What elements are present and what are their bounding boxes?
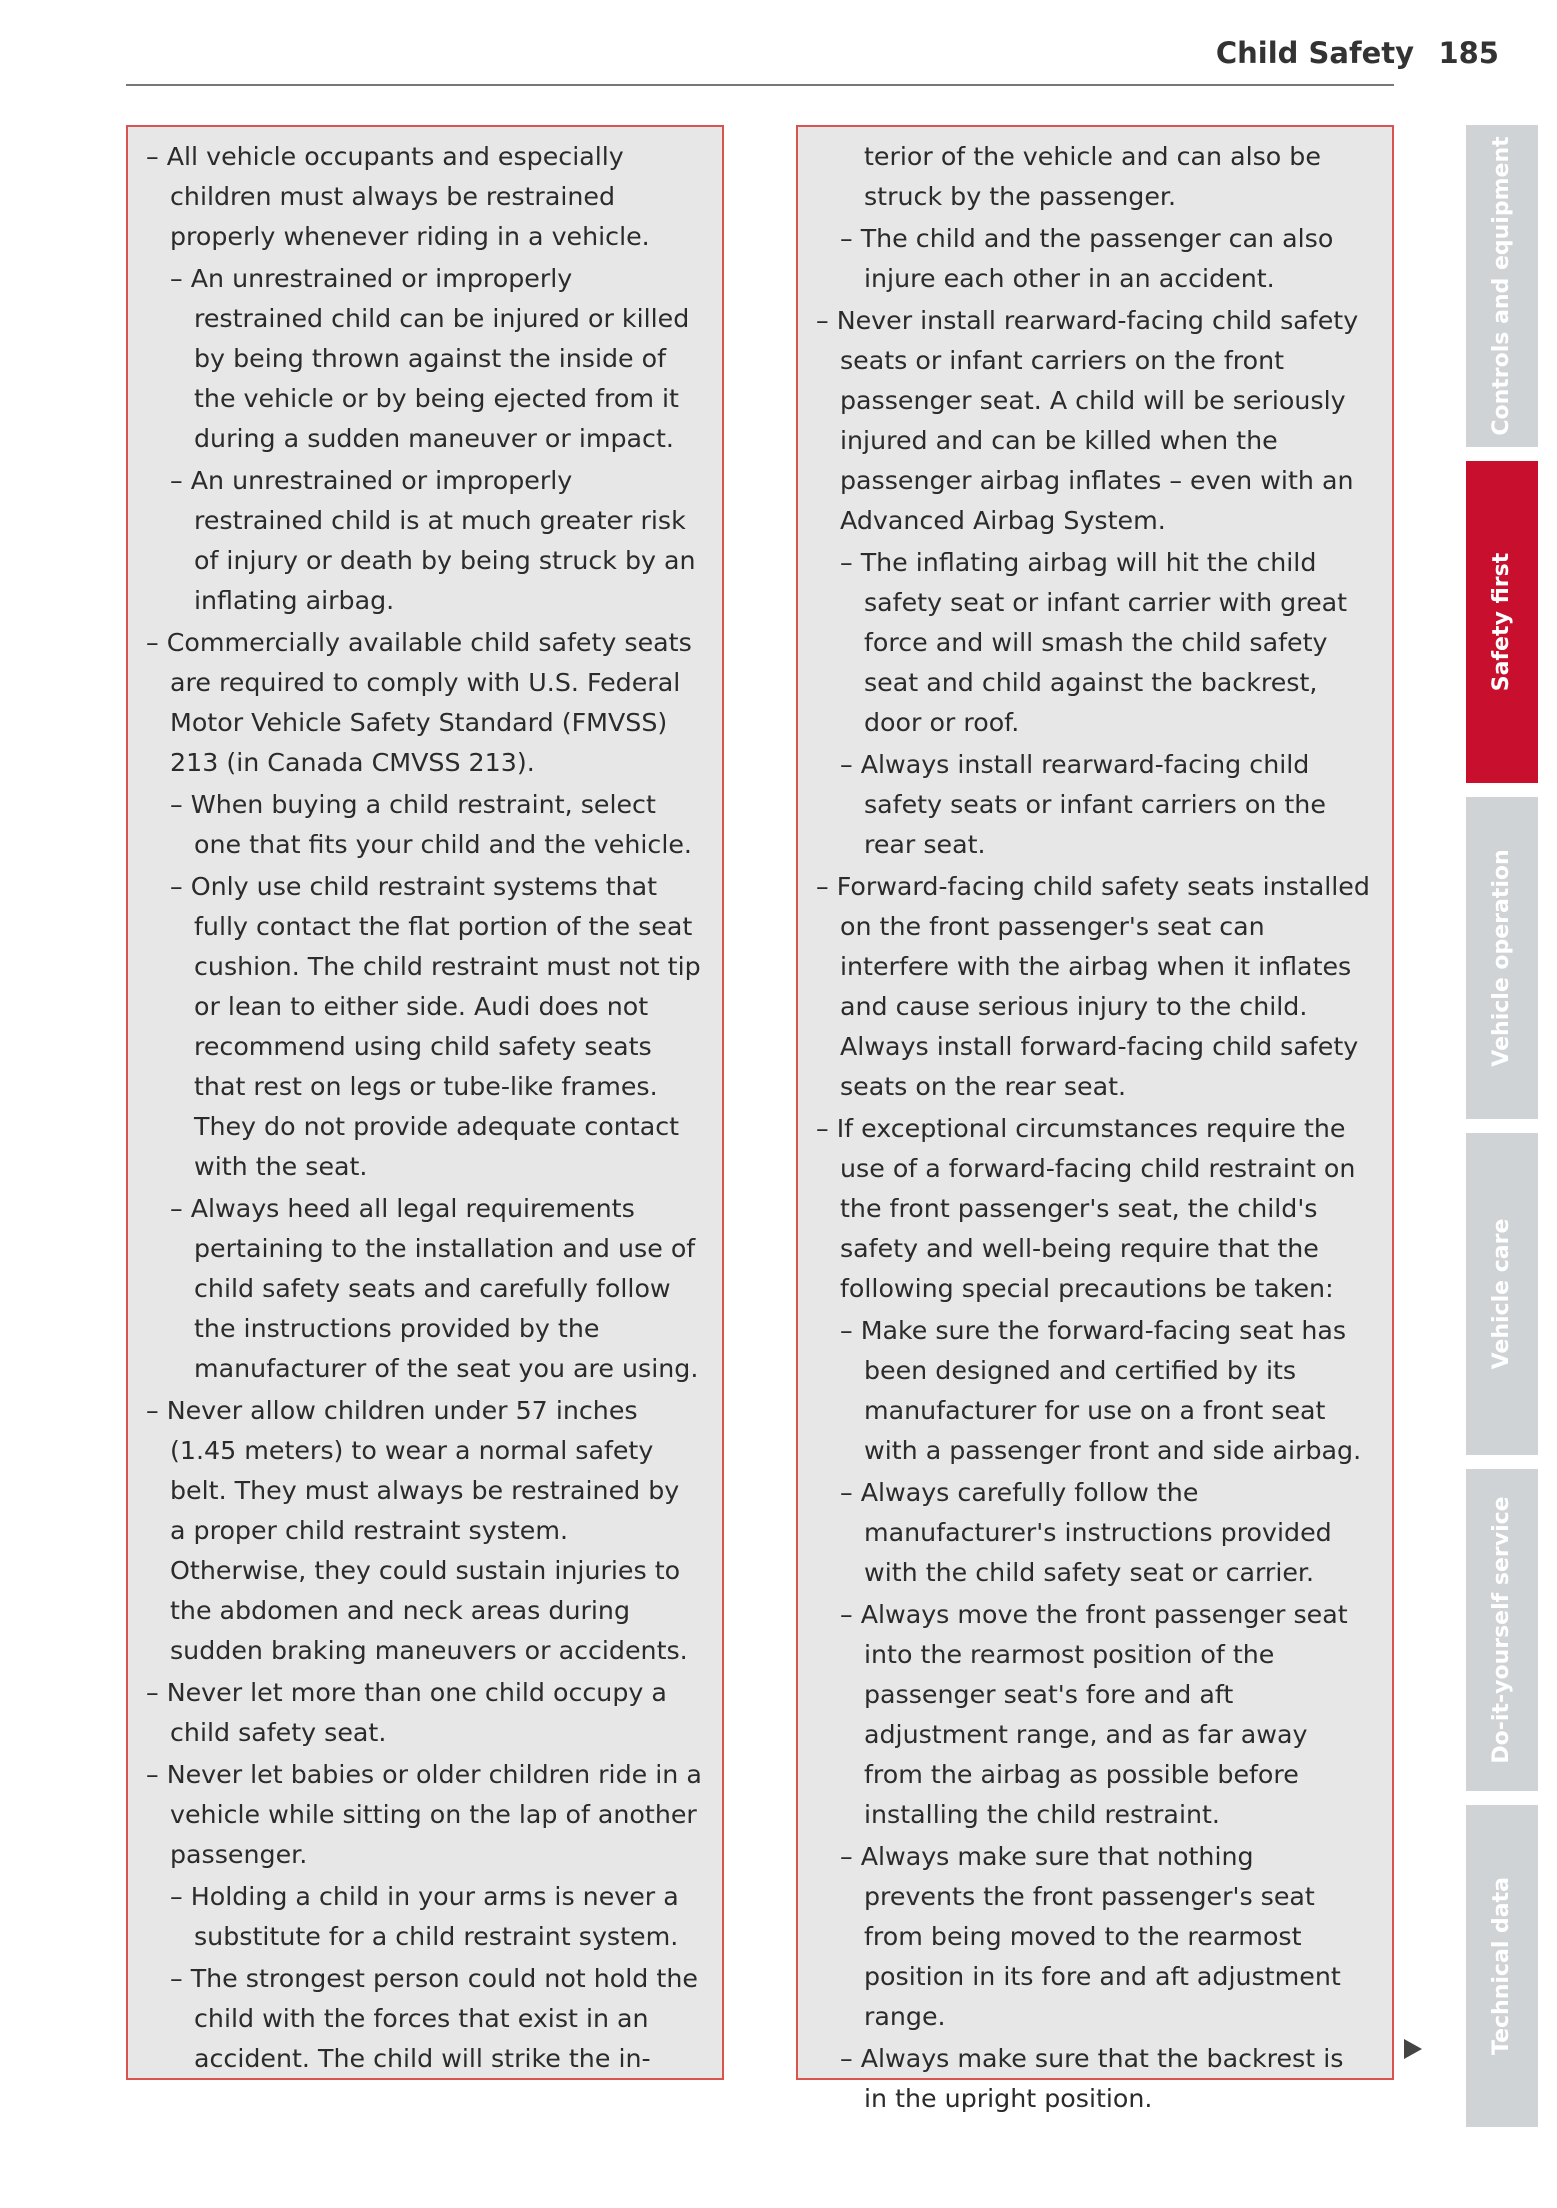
bullet-item: – All vehicle occupants and especially children must always be restrained properly whenever riding in a vehicle. [146,142,650,251]
header-divider [126,84,1394,86]
chapter-title: Child Safety [1215,36,1414,70]
sub-bullet-item: – Holding a child in your arms is never a substitute for a child restraint system. [170,1882,679,1951]
page-number: 185 [1438,36,1499,70]
section-tab[interactable] [1466,1805,1538,2127]
sub-bullet-item: – Always make sure that the backrest is in the upright position. [840,2044,1344,2113]
section-tab[interactable] [1466,797,1538,1119]
section-tab-label: Vehicle care [1489,1218,1514,1370]
section-tab-label: Technical data [1489,1877,1514,2055]
sub-bullet-item: – Always move the front passenger seat into the rearmost position of the passenger seat's fore and aft adjustment range, and as far away from the airbag as possible before installing the child restraint. [840,1600,1348,1829]
section-tab-label: Safety first [1489,552,1514,692]
bullet-item: – Never let more than one child occupy a child safety seat. [146,1678,667,1747]
sub-bullet-item: – The strongest person could not hold the child with the forces that exist in an accident. The child will strike the in- [170,1964,698,2073]
bullet-item: – Forward-facing child safety seats installed on the front passenger's seat can interfere with the airbag when it inflates and cause serious injury to the child. Always install forward-facing child safety seats on the rear seat. [816,872,1370,1101]
sub-bullet-item: terior of the vehicle and can also be struck by the passenger. [864,142,1321,211]
sub-bullet-item: – An unrestrained or improperly restrained child is at much greater risk of injury or death by being struck by an inflating airbag. [170,466,696,615]
sub-bullet-item: – Always make sure that nothing prevents the front passenger's seat from being moved to the rearmost position in its fore and aft adjustment range. [840,1842,1341,2031]
warning-box-left [126,125,724,2080]
bullet-item: – Never install rearward-facing child safety seats or infant carriers on the front passenger seat. A child will be seriously injured and can be killed when the passenger airbag inflates – even with an Advanced Airbag System. [816,306,1359,535]
sub-bullet-item: – The child and the passenger can also injure each other in an accident. [840,224,1334,293]
section-tab-label: Controls and equipment [1489,136,1514,436]
sub-bullet-item: – An unrestrained or improperly restrained child can be injured or killed by being thrown against the inside of the vehicle or by being ejected from it during a sudden maneuver or impact. [170,264,690,453]
sub-bullet-item: – Always heed all legal requirements pertaining to the installation and use of child safety seats and carefully follow the instructions provided by the manufacturer of the seat you are using. [170,1194,699,1383]
sub-bullet-item: – Always carefully follow the manufacturer's instructions provided with the child safety seat or carrier. [840,1478,1332,1587]
sub-bullet-item: – Always install rearward-facing child safety seats or infant carriers on the rear seat. [840,750,1326,859]
sub-bullet-item: – When buying a child restraint, select one that fits your child and the vehicle. [170,790,692,859]
bullet-item: – Commercially available child safety seats are required to comply with U.S. Federal Motor Vehicle Safety Standard (FMVSS) 213 (in Canada CMVSS 213). [146,628,692,777]
section-tab[interactable] [1466,1133,1538,1455]
bullet-item: – Never allow children under 57 inches (1.45 meters) to wear a normal safety belt. They must always be restrained by a proper child restraint system. Otherwise, they could sustain injuries to the abdomen and neck areas during sudden braking maneuvers or accidents. [146,1396,688,1665]
sub-bullet-item: – The inflating airbag will hit the child safety seat or infant carrier with great force and will smash the child safety seat and child against the backrest, door or roof. [840,548,1348,737]
section-tab[interactable] [1466,461,1538,783]
bullet-item: – If exceptional circumstances require the use of a forward-facing child restraint on the front passenger's seat, the child's safety and well-being require that the following special precautions be taken: [816,1114,1356,1303]
warning-box-right [796,125,1394,2113]
section-tab[interactable] [1466,1469,1538,1791]
bullet-item: – Never let babies or older children ride in a vehicle while sitting on the lap of another passenger. [146,1760,702,1869]
sub-bullet-item: – Make sure the forward-facing seat has been designed and certified by its manufacturer for use on a front seat with a passenger front and side airbag. [840,1316,1362,1465]
section-tab[interactable] [1466,125,1538,447]
section-tab-label: Do-it-yourself service [1489,1496,1514,1764]
sub-bullet-item: – Only use child restraint systems that fully contact the flat portion of the seat cushion. The child restraint must not tip or lean to either side. Audi does not recommend using child safety seats that rest on legs or tube-like frames. They do not provide adequate contact with the seat. [170,872,701,1181]
continue-arrow-icon [1404,2039,1422,2059]
section-tab-label: Vehicle operation [1489,849,1514,1067]
